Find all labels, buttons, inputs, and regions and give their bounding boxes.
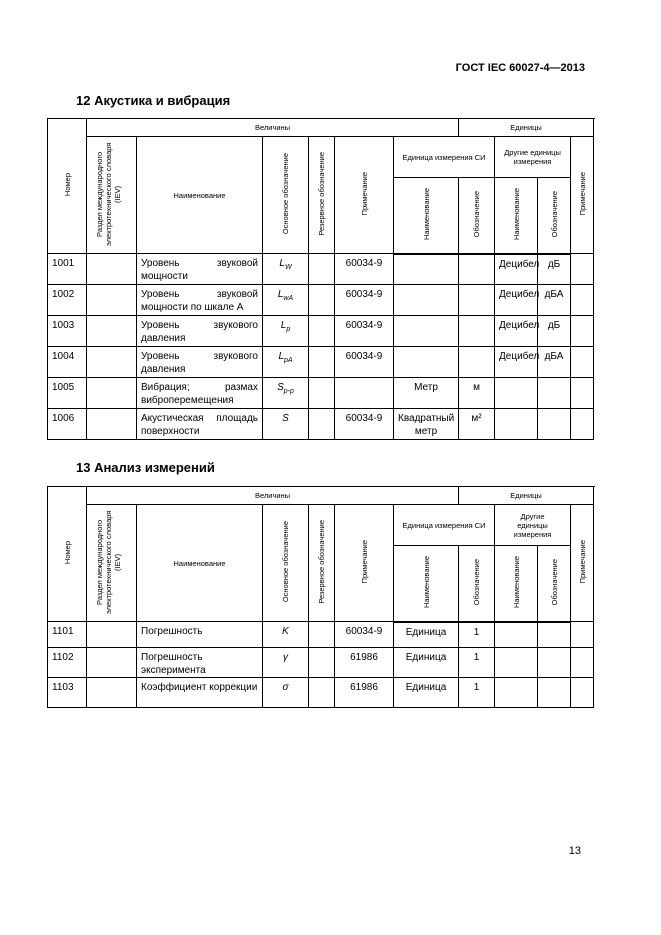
row-reserve-symbol — [309, 378, 335, 409]
row-reserve-symbol — [309, 347, 335, 378]
row-other-name — [495, 622, 538, 648]
row-name: Коэффициент коррекции — [137, 678, 263, 708]
header-other-name: Наименование — [495, 178, 538, 254]
header-base-symbol: Основное обозначение — [263, 505, 309, 622]
row-si-name — [394, 316, 459, 347]
row-base-symbol: $L_{wA}$ — [263, 285, 309, 316]
header-iev-section: Раздел международного электротехнического словаря (IEV) — [87, 137, 137, 254]
row-other-name: Децибел — [495, 347, 538, 378]
row-other-symbol — [538, 622, 571, 648]
row-si-name: Единица — [394, 648, 459, 678]
header-name: Наименование — [137, 137, 263, 254]
row-name: Уровень звукового давления — [137, 347, 263, 378]
row-name: Вибрация; размах виброперемещения — [137, 378, 263, 409]
row-iev-section — [87, 622, 137, 648]
header-base-symbol: Основное обозначение — [263, 137, 309, 254]
header-unit-note: Примечание — [571, 505, 594, 622]
row-other-name: Децибел — [495, 316, 538, 347]
row-iev-section — [87, 254, 137, 285]
header-si-symbol: Обозначение — [459, 178, 495, 254]
row-other-symbol — [538, 409, 571, 440]
header-number: Номер — [48, 119, 87, 254]
header-other-name: Наименование — [495, 546, 538, 622]
row-other-name: Децибел — [495, 285, 538, 316]
header-number: Номер — [48, 487, 87, 622]
header-si-unit: Единица измерения СИ — [394, 505, 495, 546]
row-number: 1003 — [48, 316, 87, 347]
header-name: Наименование — [137, 505, 263, 622]
row-unit-note — [571, 409, 594, 440]
row-si-symbol — [459, 316, 495, 347]
row-unit-note — [571, 622, 594, 648]
row-name: Уровень звукового давления — [137, 316, 263, 347]
row-si-name — [394, 285, 459, 316]
row-si-symbol — [459, 285, 495, 316]
header-reserve-symbol: Резервное обозначение — [309, 137, 335, 254]
header-iev-section: Раздел международного электротехнического словаря (IEV) — [87, 505, 137, 622]
row-note: 60034-9 — [335, 347, 394, 378]
row-number: 1101 — [48, 622, 87, 648]
row-note: 60034-9 — [335, 622, 394, 648]
header-unit-note: Примечание — [571, 137, 594, 254]
table-row — [48, 285, 594, 316]
row-si-symbol: м — [459, 378, 495, 409]
row-si-symbol: 1 — [459, 678, 495, 708]
row-name: Погрешность — [137, 622, 263, 648]
row-si-name: Метр — [394, 378, 459, 409]
row-other-name — [495, 678, 538, 708]
header-reserve-symbol: Резервное обозначение — [309, 505, 335, 622]
row-si-symbol — [459, 254, 495, 285]
row-other-name — [495, 409, 538, 440]
row-unit-note — [571, 285, 594, 316]
row-iev-section — [87, 648, 137, 678]
header-other-symbol: Обозначение — [538, 546, 571, 622]
measurement-analysis-table — [47, 486, 594, 708]
row-number: 1006 — [48, 409, 87, 440]
section-12-title: 12 Акустика и вибрация — [76, 93, 231, 108]
header-other-units: Другие единицы измерения — [495, 137, 571, 178]
row-reserve-symbol — [309, 285, 335, 316]
row-note: 61986 — [335, 648, 394, 678]
header-other-units: Другие единицы измерения — [495, 505, 571, 546]
row-unit-note — [571, 347, 594, 378]
table-row — [48, 622, 594, 648]
row-si-symbol: 1 — [459, 648, 495, 678]
row-base-symbol: S — [263, 409, 309, 440]
row-si-name — [394, 254, 459, 285]
row-other-symbol — [538, 378, 571, 409]
row-other-symbol — [538, 678, 571, 708]
row-unit-note — [571, 678, 594, 708]
row-base-symbol: $S_{p-p}$ — [263, 378, 309, 409]
row-iev-section — [87, 347, 137, 378]
row-iev-section — [87, 409, 137, 440]
row-other-symbol: дБА — [538, 285, 571, 316]
row-base-symbol: $L_{pA}$ — [263, 347, 309, 378]
document-header: ГОСТ IEC 60027-4—2013 — [455, 62, 585, 74]
row-iev-section — [87, 285, 137, 316]
row-number: 1102 — [48, 648, 87, 678]
row-other-symbol: дБ — [538, 254, 571, 285]
row-reserve-symbol — [309, 409, 335, 440]
header-note: Примечание — [335, 505, 394, 622]
table-row — [48, 254, 594, 285]
row-unit-note — [571, 316, 594, 347]
row-other-name — [495, 648, 538, 678]
row-other-symbol: дБ — [538, 316, 571, 347]
row-base-symbol: $L_W$ — [263, 254, 309, 285]
header-other-symbol: Обозначение — [538, 178, 571, 254]
row-base-symbol: γ — [263, 648, 309, 678]
row-si-symbol: м² — [459, 409, 495, 440]
row-iev-section — [87, 316, 137, 347]
page-number: 13 — [568, 845, 581, 857]
row-unit-note — [571, 648, 594, 678]
row-unit-note — [571, 378, 594, 409]
row-si-name: Единица — [394, 678, 459, 708]
row-si-name: Квадратный метр — [394, 409, 459, 440]
row-reserve-symbol — [309, 254, 335, 285]
row-reserve-symbol — [309, 678, 335, 708]
row-number: 1004 — [48, 347, 87, 378]
row-number: 1005 — [48, 378, 87, 409]
row-si-symbol — [459, 347, 495, 378]
header-si-name: Наименование — [394, 178, 459, 254]
table-row — [48, 347, 594, 378]
row-base-symbol: $L_p$ — [263, 316, 309, 347]
row-base-symbol: σ — [263, 678, 309, 708]
header-si-symbol: Обозначение — [459, 546, 495, 622]
table-row — [48, 648, 594, 678]
header-units: Единицы — [459, 487, 594, 505]
row-number: 1001 — [48, 254, 87, 285]
row-iev-section — [87, 678, 137, 708]
row-note: 61986 — [335, 678, 394, 708]
row-other-symbol: дБА — [538, 347, 571, 378]
row-note: 60034-9 — [335, 316, 394, 347]
row-base-symbol: K — [263, 622, 309, 648]
row-note — [335, 378, 394, 409]
row-si-symbol: 1 — [459, 622, 495, 648]
header-quantities: Величины — [87, 487, 459, 505]
table-row — [48, 678, 594, 708]
row-unit-note — [571, 254, 594, 285]
row-number: 1103 — [48, 678, 87, 708]
row-name: Погрешность эксперимента — [137, 648, 263, 678]
table-row — [48, 409, 594, 440]
row-si-name — [394, 347, 459, 378]
header-si-name: Наименование — [394, 546, 459, 622]
row-other-name — [495, 378, 538, 409]
row-number: 1002 — [48, 285, 87, 316]
row-reserve-symbol — [309, 622, 335, 648]
row-other-symbol — [538, 648, 571, 678]
table-row — [48, 316, 594, 347]
header-si-unit: Единица измерения СИ — [394, 137, 495, 178]
row-name: Уровень звуковой мощности по шкале А — [137, 285, 263, 316]
acoustics-table — [47, 118, 594, 440]
row-reserve-symbol — [309, 316, 335, 347]
row-note: 60034-9 — [335, 285, 394, 316]
row-other-name: Децибел — [495, 254, 538, 285]
row-reserve-symbol — [309, 648, 335, 678]
row-iev-section — [87, 378, 137, 409]
row-note: 60034-9 — [335, 409, 394, 440]
row-name: Уровень звуковой мощности — [137, 254, 263, 285]
header-note: Примечание — [335, 137, 394, 254]
header-quantities: Величины — [87, 119, 459, 137]
row-si-name: Единица — [394, 622, 459, 648]
row-note: 60034-9 — [335, 254, 394, 285]
header-units: Единицы — [459, 119, 594, 137]
row-name: Акустическая площадь поверхности — [137, 409, 263, 440]
table-row — [48, 378, 594, 409]
section-13-title: 13 Анализ измерений — [76, 460, 215, 475]
